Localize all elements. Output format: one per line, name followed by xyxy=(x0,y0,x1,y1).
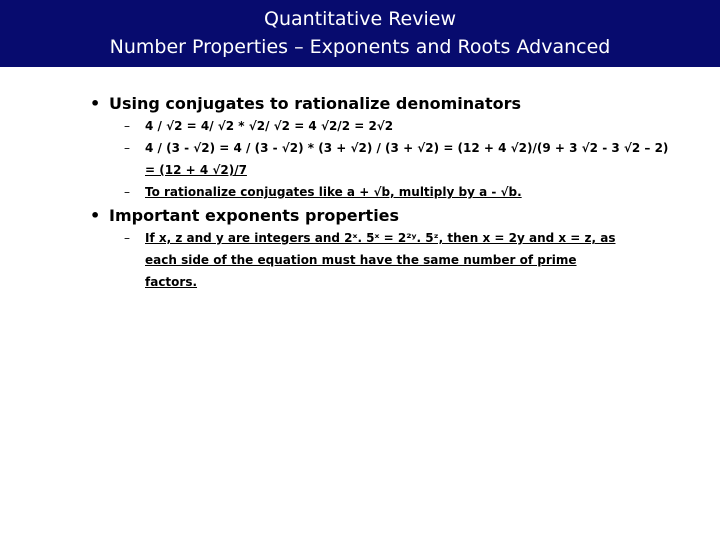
slide-content xyxy=(90,93,690,293)
equation-text: 4 / (3 - √2) = 4 / (3 - √2) * (3 + √2) / (3 + √2) = (12 + 4 √2)/(9 + 3 √2 - 3 √2 – 2) xyxy=(145,141,669,155)
list-item xyxy=(124,115,690,137)
list-item-continuation xyxy=(145,249,690,271)
conjugates-list xyxy=(90,115,690,203)
rule-text: each side of the equation must have the same number of prime xyxy=(145,253,577,267)
dash-marker: – xyxy=(124,231,130,245)
list-item-continuation xyxy=(145,271,690,293)
slide-subtitle: Number Properties – Exponents and Roots Advanced xyxy=(109,36,611,58)
list-item xyxy=(124,137,690,159)
slide-title: Quantitative Review xyxy=(264,8,456,30)
rule-text: factors. xyxy=(145,275,198,289)
bullet-heading-conjugates: • Using conjugates to rationalize denominators xyxy=(90,93,690,115)
rule-text: To rationalize conjugates like a + √b, multiply by a - √b. xyxy=(145,185,522,199)
list-item-continuation xyxy=(145,159,690,181)
list-item xyxy=(124,181,690,203)
equation-text: 4 / √2 = 4/ √2 * √2/ √2 = 4 √2/2 = 2√2 xyxy=(145,119,394,133)
exponents-list xyxy=(90,227,690,293)
list-item xyxy=(124,227,690,249)
dash-marker: – xyxy=(124,141,130,155)
rule-text: If x, z and y are integers and 2ˣ. 5ˣ = 2²ʸ. 5ᶻ, then x = 2y and x = z, as xyxy=(145,231,616,245)
title-bar xyxy=(0,0,720,67)
bullet-heading-exponents: • Important exponents properties xyxy=(90,205,690,227)
equation-result: = (12 + 4 √2)/7 xyxy=(145,163,247,177)
dash-marker: – xyxy=(124,185,130,199)
dash-marker: – xyxy=(124,119,130,133)
